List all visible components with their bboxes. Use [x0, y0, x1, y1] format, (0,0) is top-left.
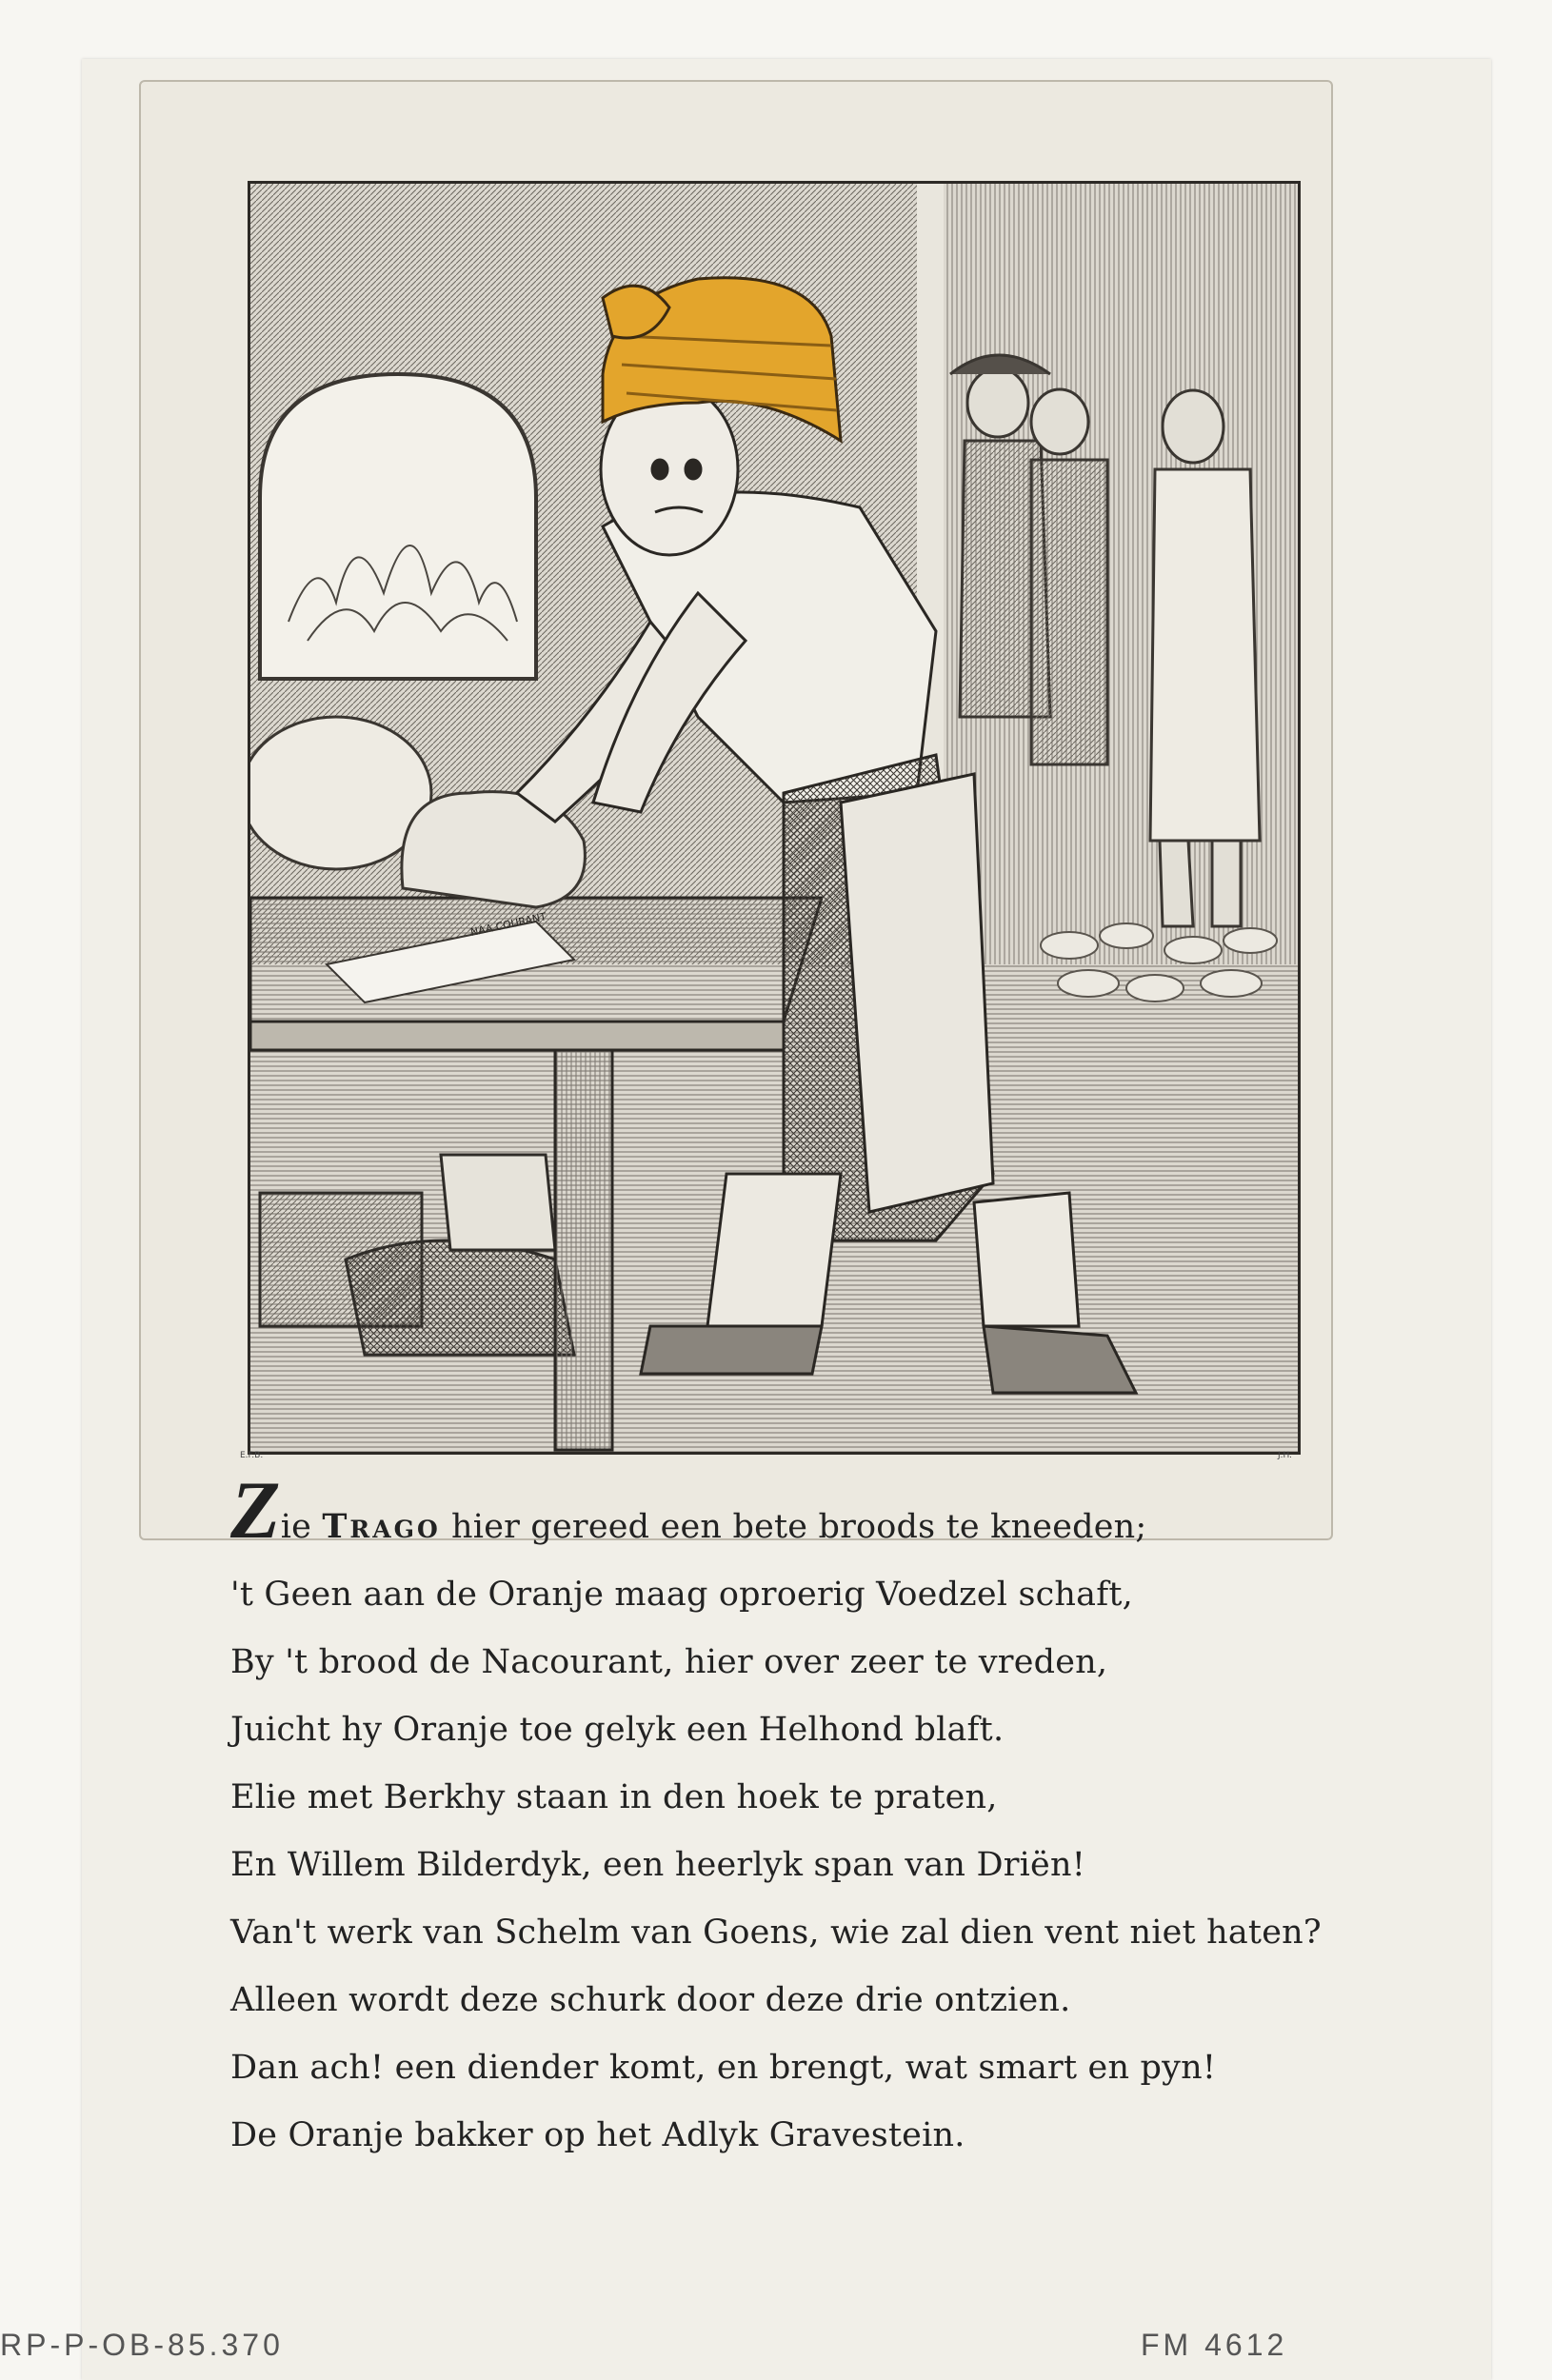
verse-line-7: Van't werk van Schelm van Goens, wie zal dien vent niet haten? [230, 1914, 1322, 1952]
engraver-initials-right: J.H. [1278, 1451, 1292, 1460]
verse-line-3: By 't brood de Nacourant, hier over zeer te vreden, [230, 1643, 1108, 1681]
verse-line-4: Juicht hy Oranje toe gelyk een Helhond blaft. [230, 1711, 1005, 1749]
verse-line-1 [230, 1464, 1449, 1561]
verse-line-6: En Willem Bilderdyk, een heerlyk span van Driën! [230, 1846, 1085, 1884]
engraver-initials-left: E.F.B. [240, 1451, 264, 1460]
inventory-number-left: RP-P-OB-85.370 [0, 2328, 284, 2362]
engraving-image [248, 181, 1301, 1455]
verse-block [230, 1464, 1449, 2170]
verse-line-1-start: ie [280, 1508, 323, 1546]
verse-line-10: De Oranje bakker op het Adlyk Gravestein. [230, 2116, 965, 2154]
verse-line-2: 't Geen aan de Oranje maag oproerig Voedzel schaft, [230, 1576, 1133, 1614]
verse-name-trago: Trago [322, 1507, 441, 1546]
verse-line-1-end: hier gereed een bete broods te kneeden; [440, 1508, 1147, 1546]
drop-cap: Z [230, 1464, 281, 1556]
verse-line-8: Alleen wordt deze schurk door deze drie ontzien. [230, 1981, 1071, 2019]
verse-line-5: Elie met Berkhy staan in den hoek te praten, [230, 1778, 998, 1816]
verse-line-9: Dan ach! een diender komt, en brengt, wat smart en pyn! [230, 2049, 1217, 2087]
newspaper-label: NAA COURANT [468, 910, 548, 939]
inventory-number-right: FM 4612 [1141, 2328, 1288, 2362]
